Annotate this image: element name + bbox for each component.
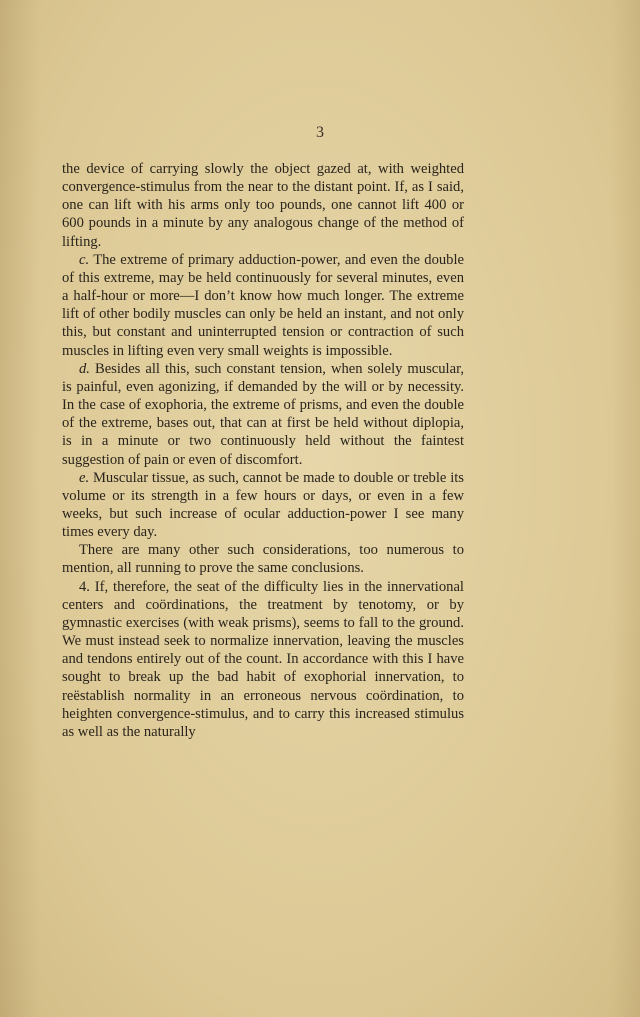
paragraph-text: the device of carrying slowly the object gazed at, with weighted convergence-stimulus from the near to the distant point. If, as I said, one can lift with his arms only too pounds, one cannot lift 400 or 600 pounds in a minute by any analogous change of the method of lifting.: [62, 161, 464, 250]
paragraph-c: [62, 251, 464, 360]
paragraph-marker: e.: [79, 469, 90, 486]
paragraph-considerations: [62, 541, 464, 577]
paragraph-marker: d.: [79, 360, 90, 377]
paragraph-text: There are many other such considerations, too numerous to mention, all running to prove the same conclusions.: [62, 542, 464, 577]
paragraph-e: [62, 469, 464, 542]
paragraph-4: [62, 578, 464, 741]
paragraph-text: 4. If, therefore, the seat of the difficulty lies in the innervational centers and coördinations, the treatment by tenotomy, or by gymnastic exercises (with weak prisms), seems to fall to the ground. We must instead seek to normalize innervation, leaving the muscles and tendons entirely out of the count. In accordance with this I have sought to break up the bad habit of exophorial innervation, to reëstablish normality in an erroneous nervous coördination, to heighten convergence-stimulus, and to carry this increased stimulus as well as the naturally: [62, 578, 464, 740]
paragraph-marker: c.: [79, 251, 90, 268]
body-text: [62, 160, 464, 741]
paragraph-text: Muscular tissue, as such, cannot be made to double or treble its volume or its strength in a few hours or days, or even in a few weeks, but such increase of ocular adduction-power I see many times every day.: [62, 469, 464, 541]
page-number: 3: [316, 124, 324, 141]
paragraph-d: [62, 360, 464, 469]
paragraph-text: Besides all this, such constant tension, when solely muscular, is painful, even agonizing, if demanded by the will or by necessity. In the case of exophoria, the extreme of prisms, and even the double of the extreme, bases out, that can at first be held without diplopia, is in a minute or two continuously held without the faintest suggestion of pain or even of discomfort.: [62, 360, 464, 468]
paragraph-text: The extreme of primary adduction-power, and even the double of this extreme, may be held continuously for several minutes, even a half-hour or more—I don’t know how much longer. The extreme lift of other bodily muscles can only be held an instant, and not only this, but constant and uninterrupted tension or contraction of such muscles in lifting even very small weights is impossible.: [62, 251, 464, 359]
paragraph-continuation: [62, 160, 464, 251]
